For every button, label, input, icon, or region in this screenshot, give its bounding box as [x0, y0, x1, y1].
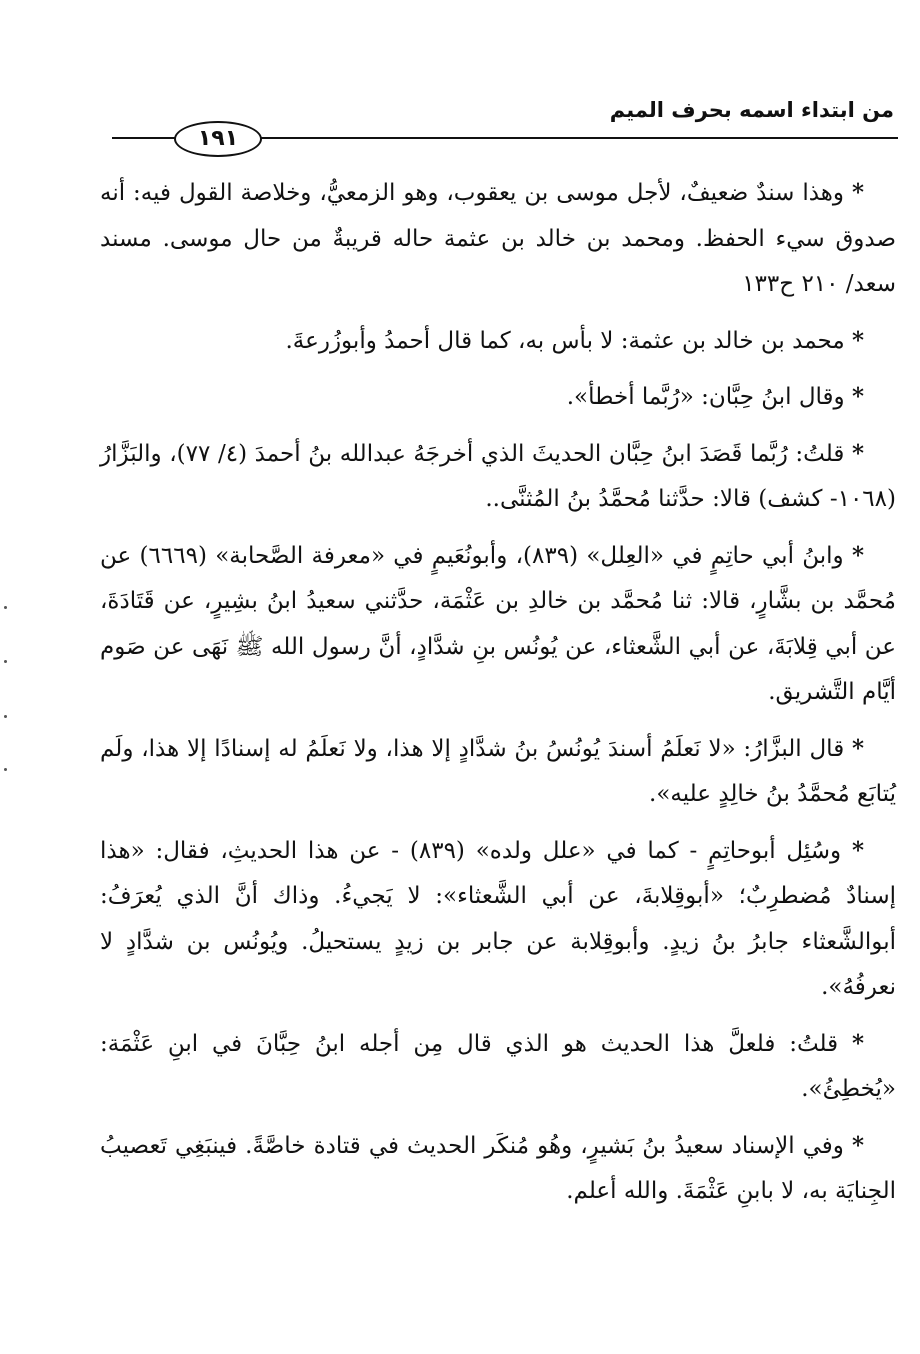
star-marker: *	[851, 383, 864, 410]
paragraph-text: وقال ابنُ حِبَّان: «رُبَّما أخطأ».	[566, 384, 845, 410]
scan-dot	[4, 768, 7, 771]
scan-margin-marks	[4, 590, 10, 790]
paragraph-text: وفي الإسناد سعيدُ بنُ بَشيرٍ، وهُو مُنكَر الحديث في قتادة خاصَّةً. فينبَغِي تَعصيبُ الجِنايَة به، لا بابنِ عَثْمَةَ. والله أعلم.	[100, 1132, 896, 1204]
star-marker: *	[851, 1131, 864, 1159]
paragraph	[100, 318, 896, 365]
paragraph-text: قلتُ: فلعلَّ هذا الحديث هو الذي قال مِن أجله ابنُ حِبَّانَ في ابنِ عَثْمَة: «يُخطِئُ».	[100, 1030, 896, 1102]
paragraph-text: وسُئِل أبوحاتِمٍ - كما في «علل ولده» (٨٣٩) - عن هذا الحديثِ، فقال: «هذا إسنادٌ مُضطرِبٌ؛ «أبوقِلابةَ، عن أبي الشَّعثاء»: لا يَجيءُ. وذاك أنَّ الذي يُعرَفُ: أبوالشَّعثاء جابرُ بنُ زيدٍ. وأبوقِلابة عن جابر بن زيدٍ يستحيلُ. ويُونُس بن شدَّادٍ لا نعرفُهُ».	[100, 837, 896, 1000]
scan-dot	[4, 660, 7, 663]
paragraph	[100, 170, 896, 308]
page-number: ١٩١	[174, 121, 262, 157]
paragraph	[100, 533, 896, 716]
star-marker: *	[851, 439, 865, 467]
paragraph-text: وابنُ أبي حاتِمٍ في «العِلل» (٨٣٩)، وأبونُعَيمٍ في «معرفة الصَّحابة» (٦٦٦٩) عن مُحمَّد بن بشَّارٍ، قالا: ثنا مُحمَّد بن خالدِ بن عَثْمَة، حدَّثني سعيدُ ابنُ بشِيرٍ، عن قَتَادَةَ، عن أبي قِلابَةَ، عن أبي الشَّعثاء، عن يُونُس بنِ شدَّادٍ، أنَّ رسول الله ﷺ نَهَى عن صَوم أيَّام التَّشريق.	[100, 542, 896, 705]
star-marker: *	[851, 179, 864, 206]
star-marker: *	[851, 1029, 864, 1057]
paragraph-text: محمد بن خالد بن عثمة: لا بأس به، كما قال أحمدُ وأبوزُرعةَ.	[285, 327, 845, 354]
scan-dot	[4, 606, 7, 609]
star-marker: *	[851, 836, 865, 864]
paragraph	[100, 1123, 896, 1215]
scan-dot	[4, 715, 7, 718]
paragraph-text: قال البزَّارُ: «لا نَعلَمُ أسندَ يُونُسُ بنُ شدَّادٍ إلا هذا، ولا نَعلَمُ له إسنادًا إلا هذا، ولَم يُتابَع مُحمَّدُ بنُ خالِدٍ عليه».	[100, 735, 896, 807]
paragraph	[100, 726, 896, 818]
star-marker: *	[851, 326, 864, 354]
star-marker: *	[851, 541, 865, 569]
star-marker: *	[851, 734, 864, 762]
running-title: من ابتداء اسمه بحرف الميم	[609, 98, 894, 122]
paragraph-text: وهذا سندٌ ضعيفٌ، لأجل موسى بن يعقوب، وهو الزمعيُّ، وخلاصة القول فيه: أنه صدوق سيء الحفظ. ومحمد بن خالد بن عثمة حاله قريبةٌ من حال موسى. مسند سعد/ ٢١٠ ح١٣٣	[100, 180, 896, 297]
paragraph	[100, 374, 896, 421]
page-body	[100, 170, 896, 1225]
paragraph	[100, 828, 896, 1011]
paragraph	[100, 1021, 896, 1113]
paragraph	[100, 431, 896, 523]
paragraph-text: قلتُ: رُبَّما قَصَدَ ابنُ حِبَّان الحديثَ الذي أخرجَهُ عبدالله بنُ أحمدَ (٤/ ٧٧)، والبَزَّارُ (١٠٦٨- كشف) قالا: حدَّثنا مُحمَّدُ بنُ المُثنَّى..	[100, 440, 896, 512]
